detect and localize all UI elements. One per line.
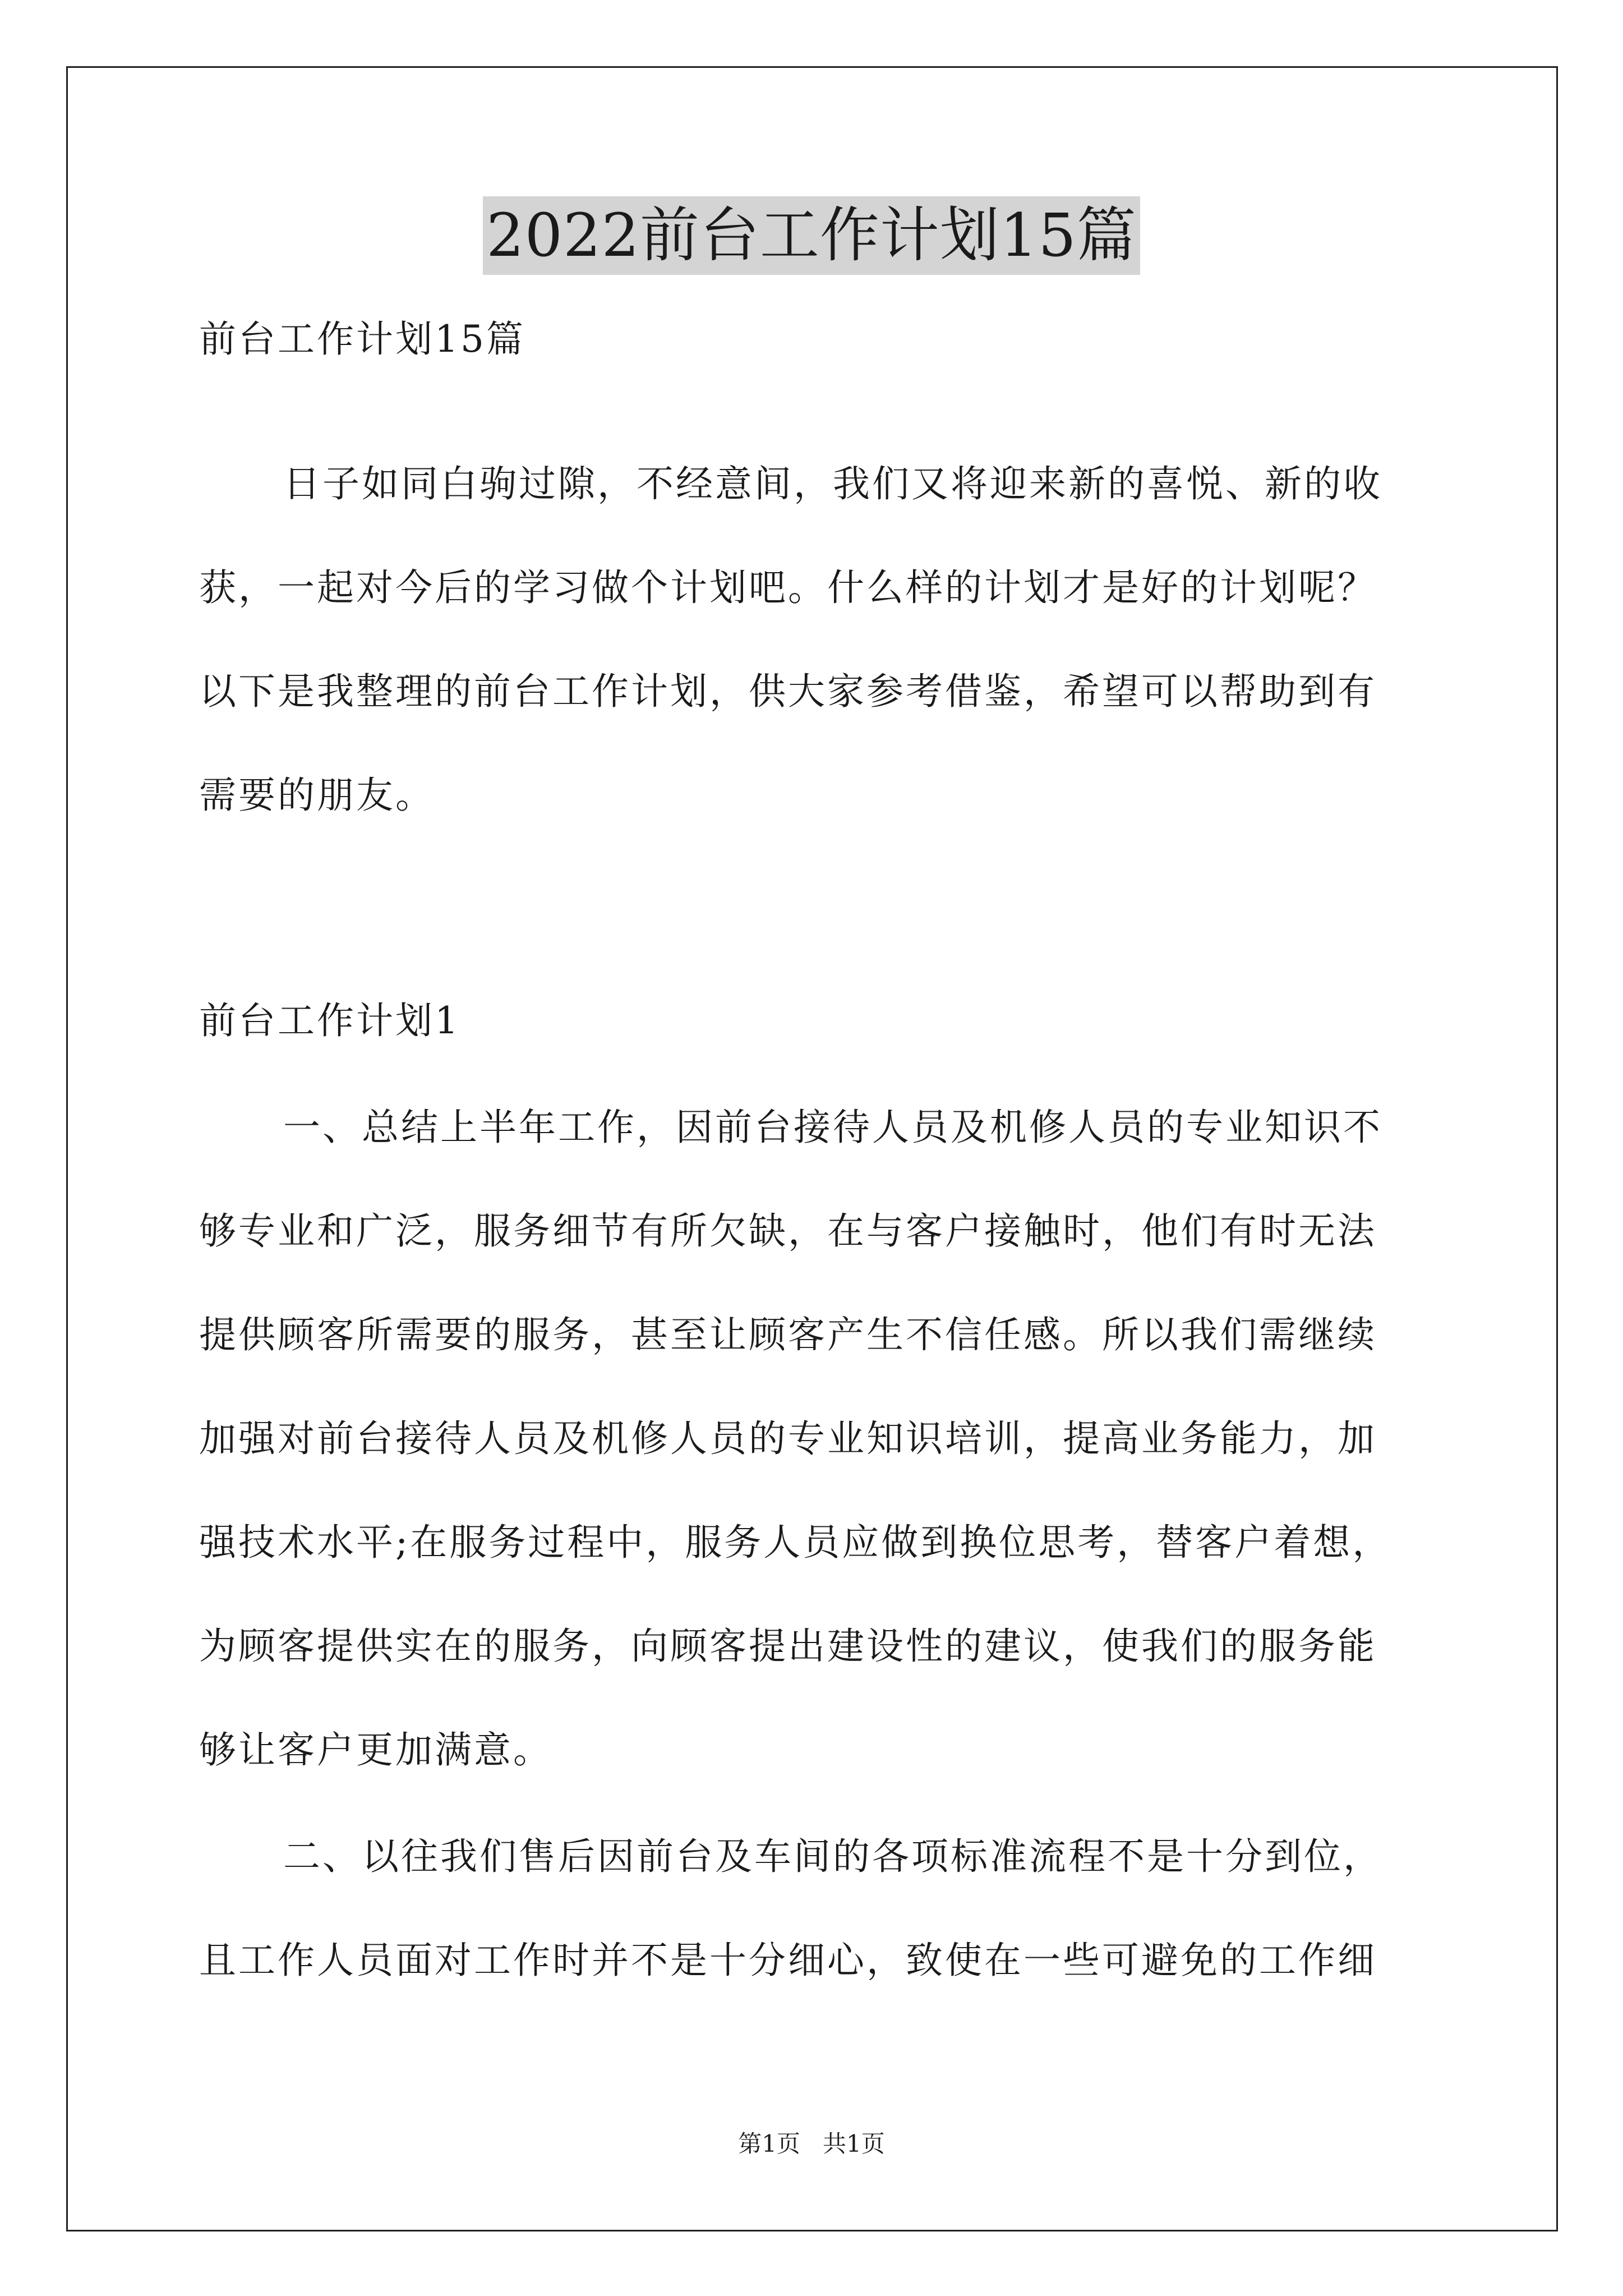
paragraph-line: 为顾客提供实在的服务，向顾客提出建设性的建议，使我们的服务能 — [199, 1625, 1377, 1668]
section-heading: 前台工作计划1 — [199, 999, 460, 1042]
paragraph-line: 且工作人员面对工作时并不是十分细心，致使在一些可避免的工作细 — [199, 1939, 1377, 1982]
intro-line: 需要的朋友。 — [199, 774, 435, 817]
paragraph-line: 够让客户更加满意。 — [199, 1728, 552, 1772]
paragraph-line: 够专业和广泛，服务细节有所欠缺，在与客户接触时，他们有时无法 — [199, 1209, 1377, 1253]
paragraph-line: 加强对前台接待人员及机修人员的专业知识培训，提高业务能力，加 — [199, 1417, 1377, 1460]
paragraph-line: 二、以往我们售后因前台及车间的各项标准流程不是十分到位， — [283, 1835, 1382, 1878]
paragraph-line: 强技术水平;在服务过程中，服务人员应做到换位思考，替客户着想， — [199, 1521, 1392, 1564]
document-title: 2022前台工作计划15篇 — [483, 196, 1140, 275]
title-container — [0, 196, 1623, 275]
document-subtitle: 前台工作计划15篇 — [199, 318, 525, 361]
intro-line: 获，一起对今后的学习做个计划吧。什么样的计划才是好的计划呢？ — [199, 566, 1377, 609]
paragraph-line: 一、总结上半年工作，因前台接待人员及机修人员的专业知识不 — [283, 1106, 1382, 1149]
intro-line: 日子如同白驹过隙，不经意间，我们又将迎来新的喜悦、新的收 — [283, 462, 1382, 505]
paragraph-line: 提供顾客所需要的服务，甚至让顾客产生不信任感。所以我们需继续 — [199, 1313, 1377, 1356]
page-footer: 第1页 共1页 — [738, 2130, 885, 2157]
intro-line: 以下是我整理的前台工作计划，供大家参考借鉴，希望可以帮助到有 — [199, 670, 1377, 713]
